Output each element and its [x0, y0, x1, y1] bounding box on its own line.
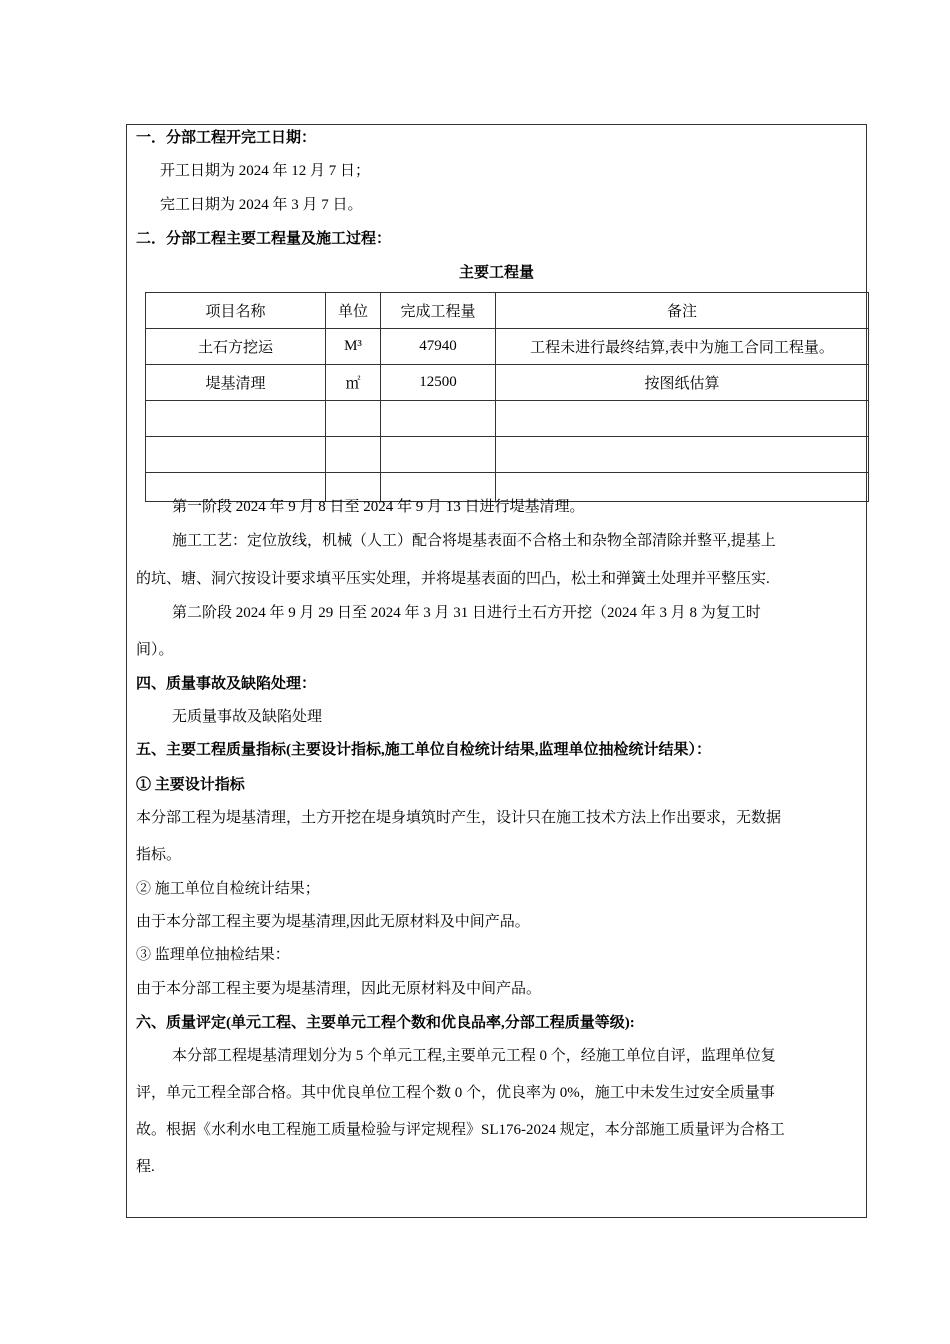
evaluation-text-line3: 故。根据《水利水电工程施工质量检验与评定规程》SL176-2024 规定，本分部施工质量评为合格工: [136, 1122, 785, 1138]
end-date-text: 完工日期为 2024 年 3 月 7 日。: [160, 197, 363, 213]
table-cell: [496, 401, 869, 437]
section5-heading: 五、主要工程质量指标(主要设计指标,施工单位自检统计结果,监理单位抽检统计结果）：: [136, 742, 711, 758]
table-row: [146, 329, 869, 365]
table-row: [146, 365, 869, 401]
table-cell: [146, 437, 326, 473]
table-header-row: [146, 293, 869, 329]
section6-heading: 六、质量评定(单元工程、主要单元工程个数和优良品率,分部工程质量等级):: [136, 1015, 635, 1031]
stage2-text-line2: 间）。: [136, 642, 174, 658]
table-cell: [326, 401, 381, 437]
self-check-text: 由于本分部工程主要为堤基清理,因此无原材料及中间产品。: [136, 914, 530, 930]
table-cell: [496, 437, 869, 473]
table-cell: [326, 437, 381, 473]
section4-text: 无质量事故及缺陷处理: [172, 709, 323, 725]
stage1-text: 第一阶段 2024 年 9 月 8 日至 2024 年 9 月 13 日进行堤基清理。: [172, 499, 585, 515]
start-date-text: 开工日期为 2024 年 12 月 7 日；: [160, 163, 371, 179]
header-cell: 备注: [496, 293, 869, 329]
table-cell: [381, 437, 496, 473]
quantity-table: [145, 292, 869, 502]
process-text-line2: 的坑、塘、洞穴按设计要求填平压实处理，并将堤基表面的凹凸，松土和弹簧土处理并平整压实.: [136, 571, 770, 587]
design-index-text-line2: 指标。: [136, 847, 182, 863]
table-cell: 12500: [381, 365, 496, 401]
header-cell: 单位: [326, 293, 381, 329]
table-row: [146, 437, 869, 473]
table-cell: ㎡: [326, 365, 381, 401]
table-cell: 47940: [381, 329, 496, 365]
evaluation-text-line2: 评，单元工程全部合格。其中优良单位工程个数 0 个，优良率为 0%，施工中未发生过安全质量事: [136, 1085, 775, 1101]
table-cell: [146, 401, 326, 437]
process-text-line1: 施工工艺：定位放线，机械（人工）配合将堤基表面不合格土和杂物全部清除并整平,提基上: [172, 533, 776, 549]
supervision-text: 由于本分部工程主要为堤基清理，因此无原材料及中间产品。: [136, 981, 542, 997]
stage2-text-line1: 第二阶段 2024 年 9 月 29 日至 2024 年 3 月 31 日进行土石方开挖（2024 年 3 月 8 为复工时: [172, 605, 761, 621]
section2-heading: 二．分部工程主要工程量及施工过程：: [136, 231, 392, 247]
design-index-text-line1: 本分部工程为堤基清理，土方开挖在堤身填筑时产生，设计只在施工技术方法上作出要求，无数据: [136, 810, 782, 826]
evaluation-text-line1: 本分部工程堤基清理划分为 5 个单元工程,主要单元工程 0 个，经施工单位自评，监理单位复: [172, 1048, 776, 1064]
table-cell: 堤基清理: [146, 365, 326, 401]
table-cell: [381, 401, 496, 437]
table-cell: 工程未进行最终结算,表中为施工合同工程量。: [496, 329, 869, 365]
table-title: 主要工程量: [458, 265, 534, 281]
table-row: [146, 401, 869, 437]
table-cell: 土石方挖运: [146, 329, 326, 365]
self-check-heading: ② 施工单位自检统计结果；: [136, 881, 320, 897]
header-cell: 完成工程量: [381, 293, 496, 329]
section4-heading: 四、质量事故及缺陷处理：: [136, 676, 317, 692]
table-cell: M³: [326, 329, 381, 365]
evaluation-text-line4: 程.: [136, 1159, 155, 1175]
supervision-heading: ③ 监理单位抽检结果：: [136, 947, 290, 963]
table-cell: 按图纸估算: [496, 365, 869, 401]
design-index-heading: ① 主要设计指标: [136, 777, 245, 793]
header-cell: 项目名称: [146, 293, 326, 329]
section1-heading: 一．分部工程开完工日期：: [136, 130, 317, 146]
